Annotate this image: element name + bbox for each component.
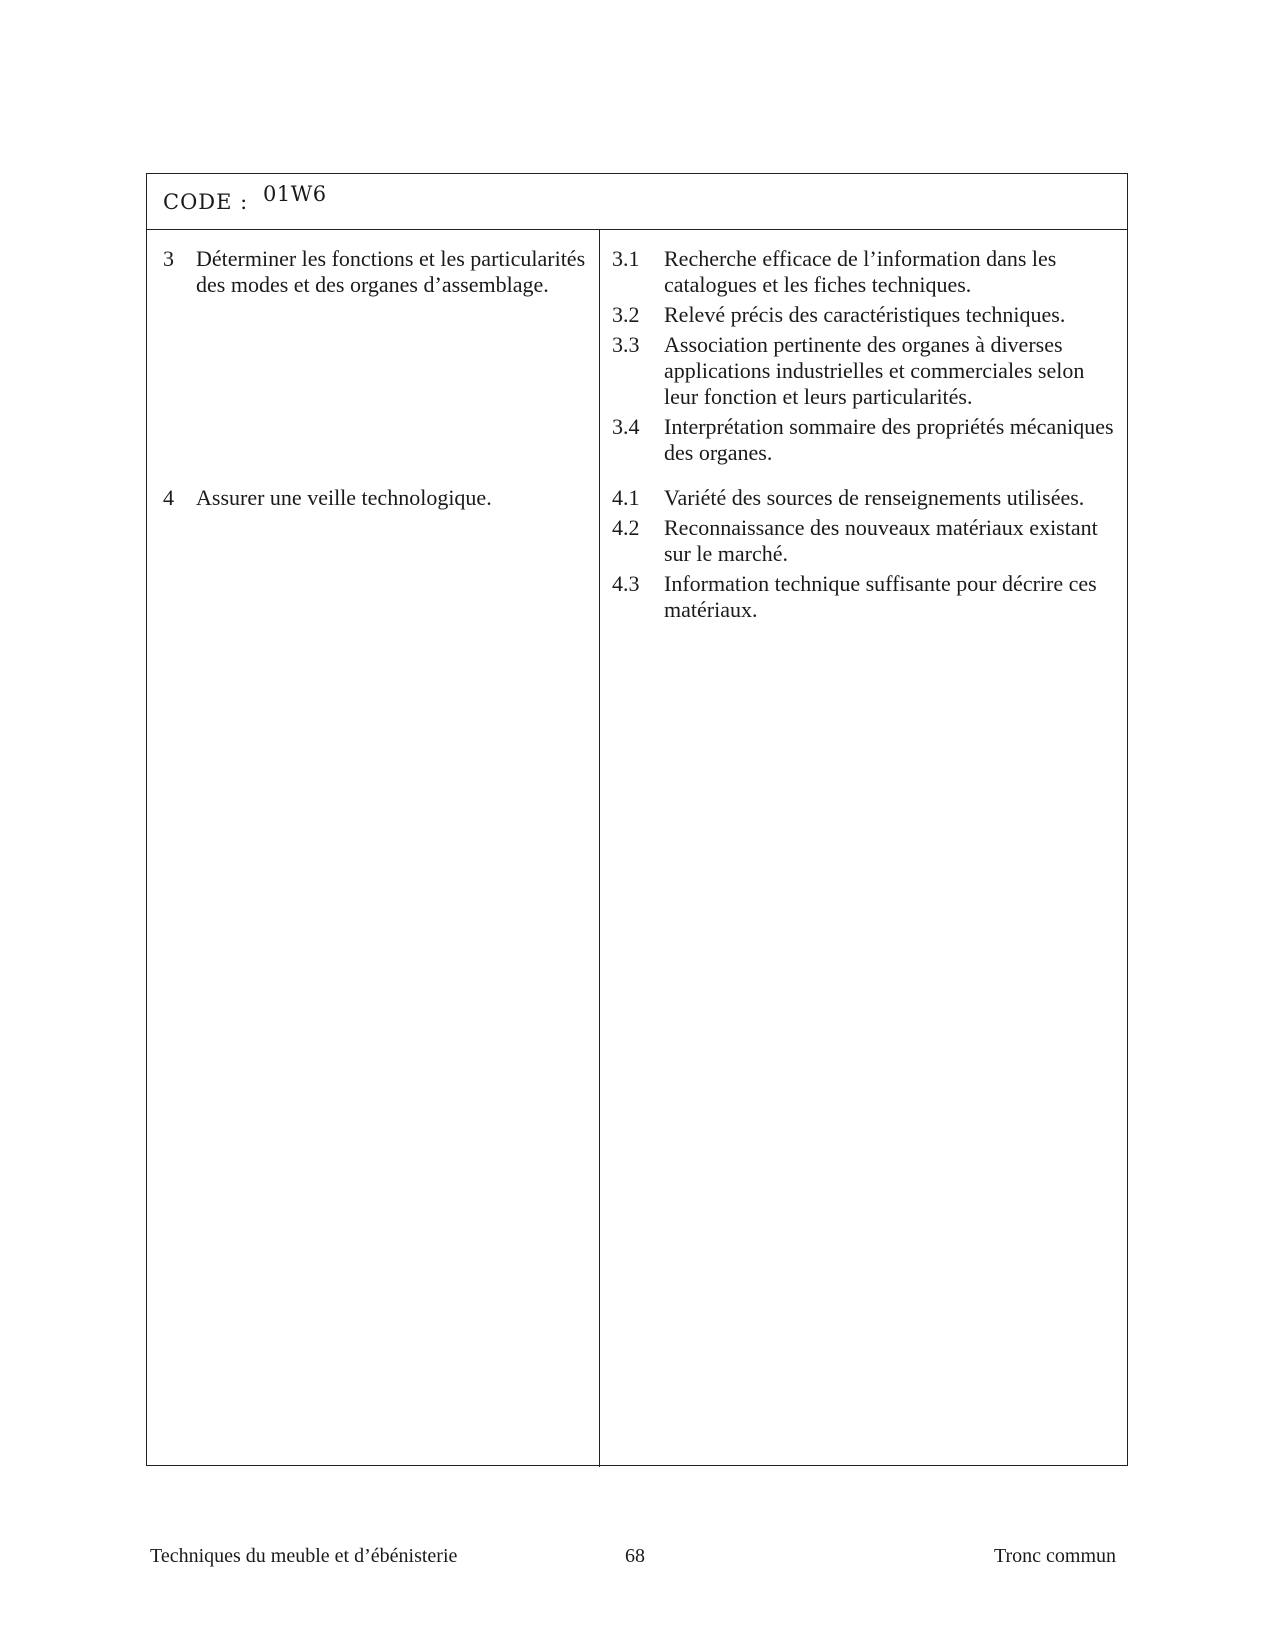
criterion-number: 4.3 xyxy=(612,571,640,596)
criterion-item xyxy=(612,246,1119,298)
element-number: 4 xyxy=(163,485,174,510)
element-item xyxy=(163,246,587,298)
criterion-text: Variété des sources de renseignements utilisées. xyxy=(664,485,1085,510)
criterion-text: Relevé précis des caractéristiques techniques. xyxy=(664,302,1066,327)
footer-section: Tronc commun xyxy=(994,1545,1117,1567)
criterion-text: Association pertinente des organes à diverses applications industrielles et commerciales selon leur fonction et leurs particularités. xyxy=(664,332,1085,409)
code-label: CODE : xyxy=(163,190,249,214)
footer-program-title: Techniques du meuble et d’ébénisterie xyxy=(150,1545,458,1567)
criterion-text: Reconnaissance des nouveaux matériaux existant sur le marché. xyxy=(664,515,1098,566)
code-value: 01W6 xyxy=(263,182,327,206)
criterion-text: Information technique suffisante pour décrire ces matériaux. xyxy=(664,571,1097,622)
criterion-text: Interprétation sommaire des propriétés mécaniques des organes. xyxy=(664,414,1114,465)
element-item xyxy=(163,485,587,511)
footer-page-number: 68 xyxy=(625,1545,645,1567)
criterion-item xyxy=(612,414,1119,466)
criterion-item xyxy=(612,332,1119,410)
criterion-number: 3.1 xyxy=(612,246,640,271)
element-text: Déterminer les fonctions et les particularités des modes et des organes d’assemblage. xyxy=(196,246,586,297)
criterion-number: 3.4 xyxy=(612,414,640,439)
competency-table xyxy=(146,173,1128,1466)
element-text: Assurer une veille technologique. xyxy=(196,485,492,510)
criterion-item xyxy=(612,515,1119,567)
criteria-group xyxy=(612,485,1119,627)
column-divider xyxy=(599,230,600,1467)
code-row xyxy=(147,174,1127,230)
element-number: 3 xyxy=(163,246,174,271)
criterion-number: 3.2 xyxy=(612,302,640,327)
criterion-number: 3.3 xyxy=(612,332,640,357)
criterion-number: 4.1 xyxy=(612,485,640,510)
criteria-group xyxy=(612,246,1119,470)
criterion-number: 4.2 xyxy=(612,515,640,540)
criterion-item xyxy=(612,485,1119,511)
criterion-text: Recherche efficace de l’information dans les catalogues et les fiches techniques. xyxy=(664,246,1057,297)
criterion-item xyxy=(612,571,1119,623)
criterion-item xyxy=(612,302,1119,328)
